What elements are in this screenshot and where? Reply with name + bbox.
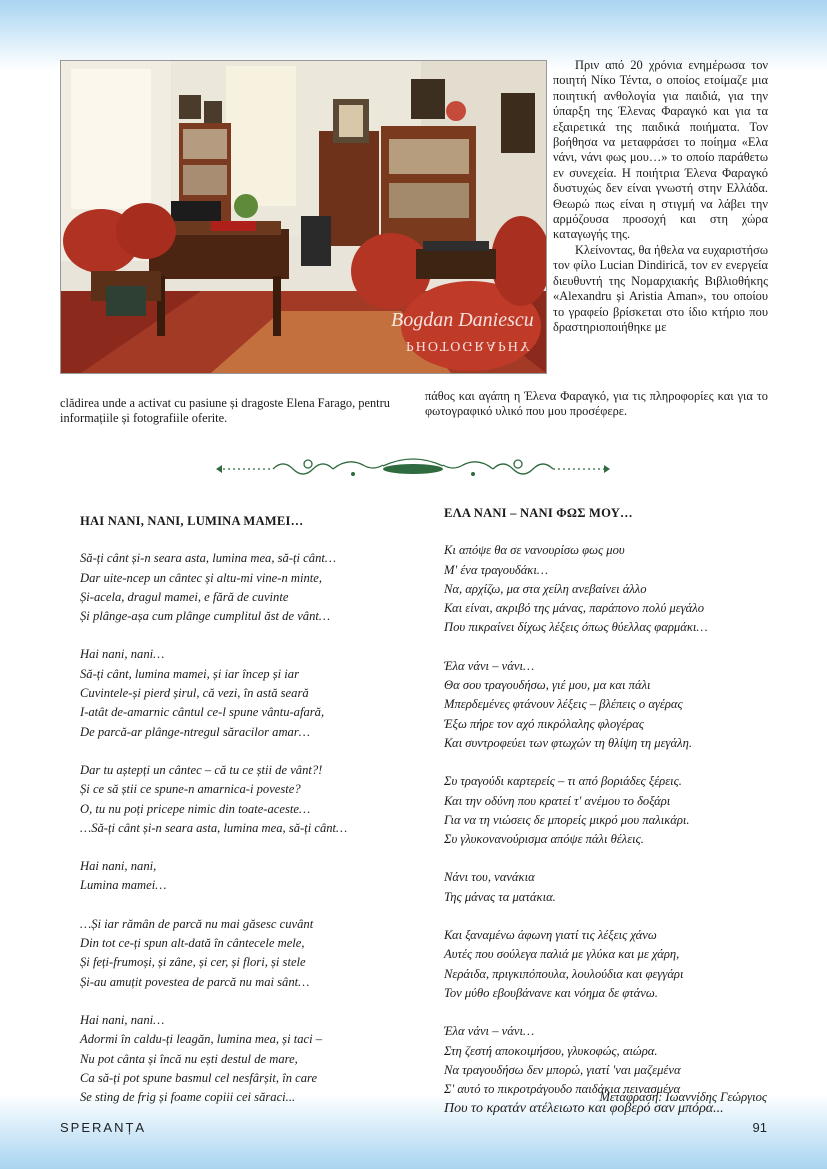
verse-line: Και συντροφεύει των φτωχών τη θλίψη τη μεγάλη. xyxy=(444,735,692,750)
photo-watermark: Bogdan Daniescu xyxy=(391,309,534,331)
verse-line: Που πικραίνει δίχως λέξεις όπως θύελλας φαρμάκι… xyxy=(444,620,708,635)
stanza xyxy=(80,549,420,626)
verse-line: Ca să-ți pot spune basmul cel nesfârșit, în care xyxy=(80,1070,318,1085)
verse-line: Lumina mamei… xyxy=(80,878,167,893)
verse-line: Κι απόψε θα σε νανουρίσω φως μου xyxy=(444,543,625,558)
photo-watermark-sub: PHOTOGRAPHY xyxy=(406,338,532,353)
verse-line: O, tu nu poți pricepe nimic din toate-aceste… xyxy=(80,801,311,816)
verse-line: Și-acela, dragul mamei, e fără de cuvinte xyxy=(80,589,289,604)
verse-line: Se sting de frig și foame copiii cei săraci... xyxy=(80,1090,296,1105)
greek-intro-top xyxy=(553,58,768,335)
stanza xyxy=(80,645,420,741)
verse-line: Hai nani, nani, xyxy=(80,859,157,874)
verse-line: Να, αρχίζω, μα στα χείλη ανεβαίνει άλλο xyxy=(444,581,647,596)
verse-line: Și feți-frumoși, și zâne, și cer, și flori, și stele xyxy=(80,955,306,970)
verse-line: Dar uite-ncep un cântec și altu-mi vine-n minte, xyxy=(80,570,323,585)
museum-room-photo xyxy=(60,60,547,374)
ornament-divider xyxy=(213,454,613,484)
romanian-intro-bottom: clădirea unde a activat cu pasiune și dragoste Elena Farago, pentru informațiile și fotografiile oferite. xyxy=(60,396,390,426)
verse-line: …Să-ți cânt și-n seara asta, lumina mea, să-ți cânt… xyxy=(80,820,348,835)
verse-line: I-atât de-amarnic cântul ce-l spune vântu-afară, xyxy=(80,705,325,720)
greek-intro-paragraph-1: Πριν από 20 χρόνια ενημέρωσα τον ποιητή Νίκο Τέντα, ο οποίος ετοίμαζε μια ποιητική ανθολογία για παιδιά, για την ύπαρξη της Έλενας Φαραγκό και για τα εξαιρετικά της παιδικά ποιήματα. Τον βοήθησα να μεταφράσει το ποίημα «Ελα νάνι, νάνι φως μου…» το οποίο παράθετω εν συνεχεία. Η ποιήτρια Έλενα Φαραγκό δυστυχώς δεν είναι γνωστή στην Ελλάδα. Θεωρώ πως είναι η στιγμή να λάβει την αρμόζουσα προσοχή και στη χώρα καταγωγής της. xyxy=(553,58,768,242)
verse-line: Σ' αυτό το πικροτράγουδο παιδάκια πεινασμένα xyxy=(444,1082,681,1097)
stanza xyxy=(444,926,774,1003)
verse-line: Și-au amuțit povestea de parcă nu mai sânt… xyxy=(80,974,310,989)
page-number: 91 xyxy=(752,1120,767,1135)
verse-line: De parcă-ar plânge-ntregul săracilor amar… xyxy=(80,724,310,739)
verse-line: …Și iar rămân de parcă nu mai găsesc cuvânt xyxy=(80,916,314,931)
verse-line: Συ γλυκονανούρισμα απόψε πάλι θέλεις. xyxy=(444,832,644,847)
verse-line: Αυτές που σούλεγα παλιά με γλύκα και με χάρη, xyxy=(444,947,680,962)
verse-line: Να τραγουδήσω δεν μπορώ, γιατί 'ναι μαζεμένα xyxy=(444,1062,681,1077)
poem-greek-title: ΕΛΑ ΝΑΝΙ – ΝΑΝΙ ΦΩΣ ΜΟΥ… xyxy=(444,506,633,520)
verse-line: Să-ți cânt, lumina mamei, și iar încep și iar xyxy=(80,666,299,681)
verse-line: Και ξαναμένω άφωνη γιατί τις λέξεις χάνω xyxy=(444,928,657,943)
poem-romanian xyxy=(80,512,420,1126)
verse-line: Έλα νάνι – νάνι… xyxy=(444,658,535,673)
verse-line: Și ce să știi ce spune-n amarnica-i poveste? xyxy=(80,782,301,797)
verse-line: Και είναι, ακριβό της μάνας, παράπονο πολύ μεγάλο xyxy=(444,601,705,616)
verse-line: Νεράιδα, πριγκιπόπουλα, λουλούδια και φεγγάρι xyxy=(444,966,684,981)
verse-line: Dar tu aștepți un cântec – că tu ce știi de vânt?! xyxy=(80,762,323,777)
verse-line: Μ' ένα τραγουδάκι… xyxy=(444,562,549,577)
verse-line: Să-ți cânt și-n seara asta, lumina mea, să-ți cânt… xyxy=(80,551,337,566)
verse-line: Θα σου τραγουδήσω, γιέ μου, μα και πάλι xyxy=(444,678,651,693)
greek-intro-paragraph-2: Κλείνοντας, θα ήθελα να ευχαριστήσω τον φίλο Lucian Dindirică, τον εν ενεργεία διευθυντή της Νομαρχιακής Βιβλιοθήκης «Alexandru și Aristia Aman», του οποίου το γραφείο βρίσκεται στο ίδιο κτήριο που δραστηριοποιήθηκε με xyxy=(553,242,768,334)
verse-line: Hai nani, nani… xyxy=(80,1012,165,1027)
verse-line: Έξω πήρε τον αχό πικρόλαλης φλογέρας xyxy=(444,716,644,731)
translator-credit: Μετάφραση: Ιωαννίδης Γεώργιος xyxy=(599,1090,767,1104)
verse-line: Συ τραγούδι καρτερείς – τι από βοριάδες ξέρεις. xyxy=(444,774,682,789)
greek-intro-bottom: πάθος και αγάπη η Έλενα Φαραγκό, για τις πληροφορίες και για το φωτογραφικό υλικό που μου προσέφερε. xyxy=(425,389,768,419)
stanza xyxy=(444,772,774,849)
verse-line: Adormi în caldu-ți leagăn, lumina mea, și taci – xyxy=(80,1032,323,1047)
magazine-name: SPERANȚA xyxy=(60,1120,147,1135)
verse-line: Για να τη νιώσεις δε μπορείς μικρό μου παλικάρι. xyxy=(444,812,690,827)
stanza xyxy=(444,541,774,637)
verse-line: Din tot ce-ți spun alt-dată în cântecele mele, xyxy=(80,936,305,951)
verse-line: Στη ζεστή αποκοιμήσου, γλυκοφώς, αιώρα. xyxy=(444,1043,658,1058)
verse-line: Și plânge-așa cum plânge cumplitul ăst de vânt… xyxy=(80,609,331,624)
stanza xyxy=(80,1011,420,1107)
verse-line: Hai nani, nani… xyxy=(80,647,165,662)
poem-greek xyxy=(444,504,774,1138)
stanza xyxy=(80,857,420,896)
verse-line: Της μάνας τα ματάκια. xyxy=(444,889,556,904)
verse-line: Που το κρατάν ατέλειωτο και φοβερό σαν μπόρα... xyxy=(444,1101,724,1117)
verse-line: Έλα νάνι – νάνι… xyxy=(444,1024,535,1039)
stanza xyxy=(80,915,420,992)
verse-line: Και την οδύνη που κρατεί τ' ανέμου το δοξάρι xyxy=(444,793,671,808)
verse-line: Cuvintele-și pierd șirul, că vezi, în astă seară xyxy=(80,686,309,701)
stanza xyxy=(444,657,774,753)
poem-romanian-title: HAI NANI, NANI, LUMINA MAMEI… xyxy=(80,514,304,528)
stanza xyxy=(80,761,420,838)
verse-line: Νάνι του, νανάκια xyxy=(444,870,535,885)
verse-line: Τον μύθο εβουβάνανε και νόημα δε φτάνω. xyxy=(444,985,658,1000)
verse-line: Nu pot cânta și încă nu ești destul de mare, xyxy=(80,1051,298,1066)
verse-line: Μπερδεμένες φτάνουν λέξεις – βλέπεις ο αγέρας xyxy=(444,697,683,712)
stanza xyxy=(444,868,774,907)
